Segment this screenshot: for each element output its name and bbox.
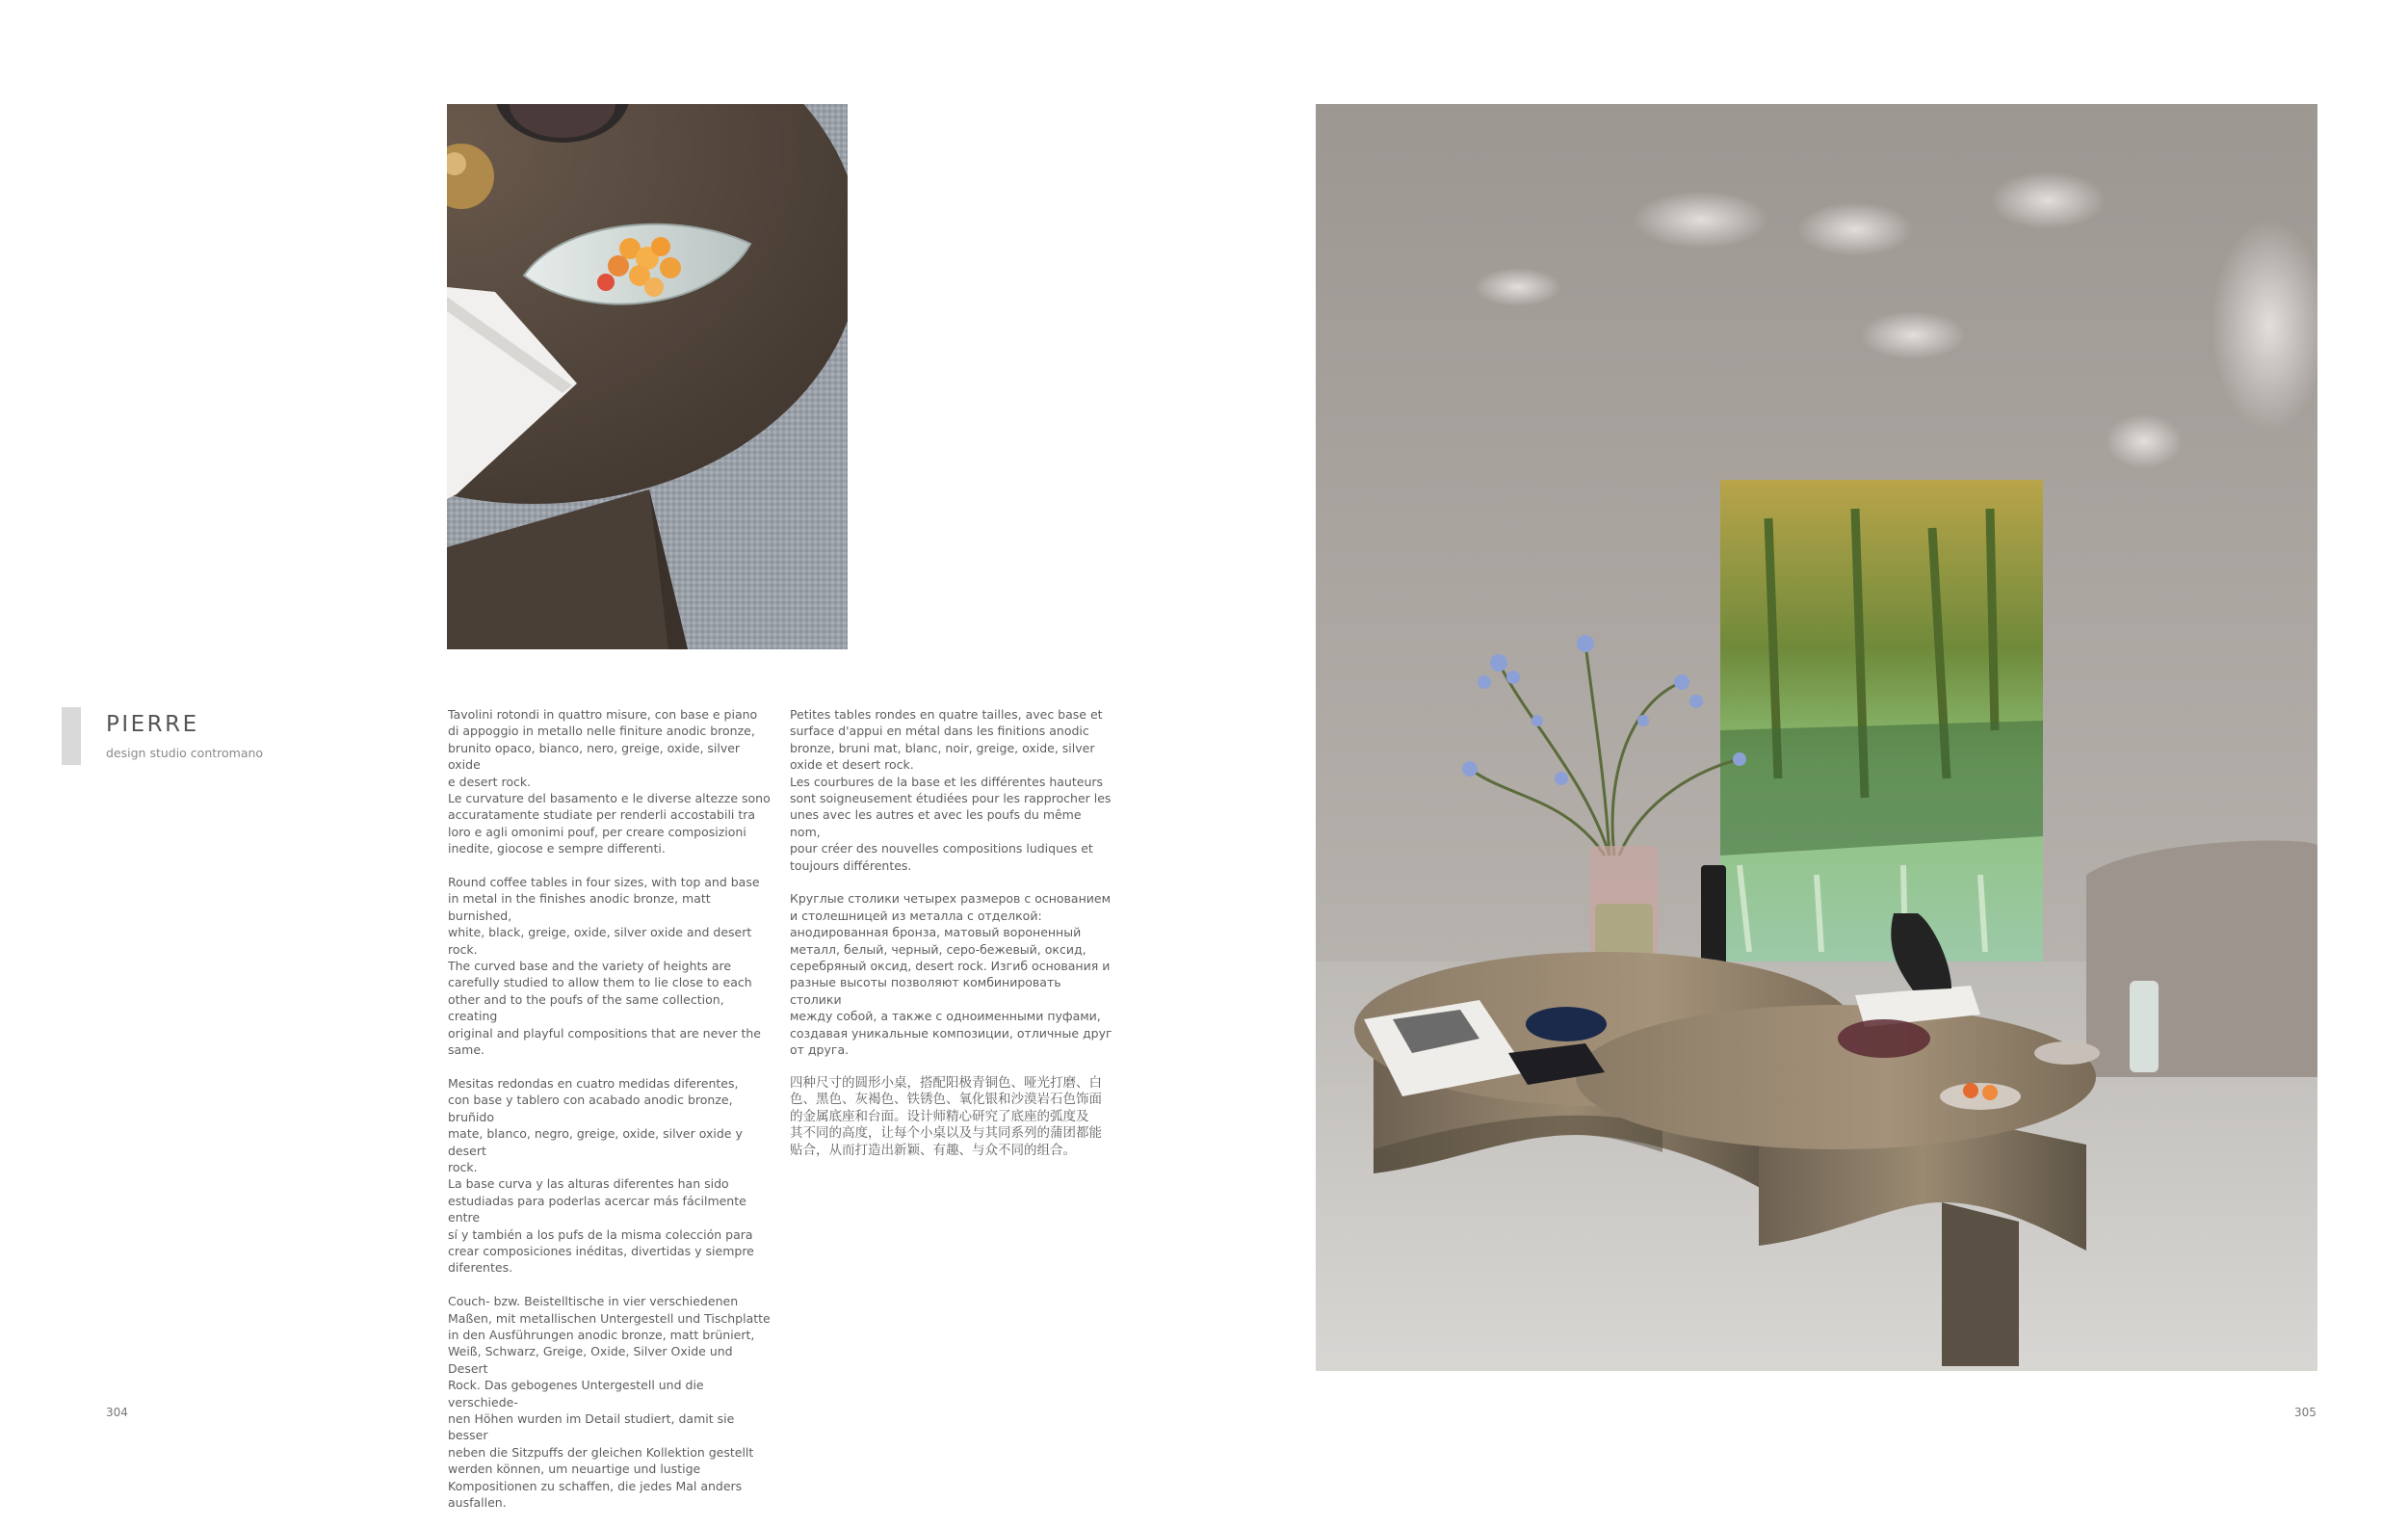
description-italian: Tavolini rotondi in quattro misure, con base e piano di appoggio in metallo nelle finiture anodic bronze, brunito opaco, bianco, nero, greige, oxide, silver oxide e desert rock. Le curvature del basamento e le diverse altezze sono accuratamente studiate per renderli accostabili tra loro e agli omonimi pouf, per creare composizioni inedite, giocose e sempre differenti. [448, 707, 771, 856]
room-scene-illustration [1316, 104, 2317, 1371]
description-french: Petites tables rondes en quatre tailles, avec base et surface d'appui en métal dans les finitions anodic bronze, bruni mat, blanc, noir, greige, oxide, silver oxide et desert rock. Les courbures de la base et les différentes hauteurs sont soigneusement étudiées pour les rapprocher les unes avec les autres et avec les poufs du même nom, pour créer des nouvelles compositions ludiques et toujours différentes. [790, 707, 1112, 873]
description-english: Round coffee tables in four sizes, with top and base in metal in the finishes anodic bronze, matt burnished, white, black, greige, oxide, silver oxide and desert rock. The curved base and the variety of heights are carefully studied to allow them to lie close to each other and to the poufs of the same collection, creating original and playful compositions that are never the same. [448, 875, 761, 1058]
description-column-left [448, 706, 772, 1528]
product-name: PIERRE [106, 712, 199, 737]
description-german: Couch- bzw. Beistelltische in vier verschiedenen Maßen, mit metallischen Untergestell und Tischplatte in den Ausführungen anodic bronze, matt brüniert, Weiß, Schwarz, Greige, Oxide, Silver Oxide und Desert Rock. Das gebogenes Untergestell und die verschiede- nen Höhen wurden im Detail studiert, damit sie besser neben die Sitzpuffs der gleichen Kollektion gestellt werden können, um neuartige und lustige Kompositionen zu schaffen, die jedes Mal anders ausfallen. [448, 1294, 771, 1511]
page-number-right: 305 [2294, 1406, 2316, 1419]
product-designer: design studio contromano [106, 746, 264, 760]
page-number-left: 304 [106, 1406, 128, 1419]
table-detail-illustration [447, 104, 848, 649]
description-column-right [790, 706, 1113, 1175]
title-accent-bar [62, 707, 81, 765]
description-spanish: Mesitas redondas en cuatro medidas diferentes, con base y tablero con acabado anodic bronze, bruñido mate, blanco, negro, greige, oxide, silver oxide y desert rock. La base curva y las alturas diferentes han sido estudiadas para poderlas acercar más fácilmente entre sí y también a los pufs de la misma colección para crear composiciones inéditas, divertidas y siempre diferentes. [448, 1075, 754, 1276]
description-russian: Круглые столики четырех размеров с основанием и столешницей из металла с отделкой: анодированная бронза, матовый вороненный металл, белый, черный, серо-бежевый, оксид, серебряный оксид, desert rock. Изгиб основания и разные высоты позволяют комбинировать столики между собой, а также с одноименными пуфами, создавая уникальные композиции, отличные друг от друга. [790, 891, 1112, 1058]
description-chinese: 四种尺寸的圆形小桌，搭配阳极青铜色、哑光打磨、白 色、黑色、灰褐色、铁锈色、氧化银和沙漠岩石色饰面 的金属底座和台面。设计师精心研究了底座的弧度及 其不同的高度，让每个小桌以及与其同系列的蒲团都能 贴合，从而打造出新颖、有趣、与众不同的组合。 [790, 1074, 1102, 1158]
table-detail-photo [447, 104, 848, 649]
room-scene-photo [1316, 104, 2317, 1371]
